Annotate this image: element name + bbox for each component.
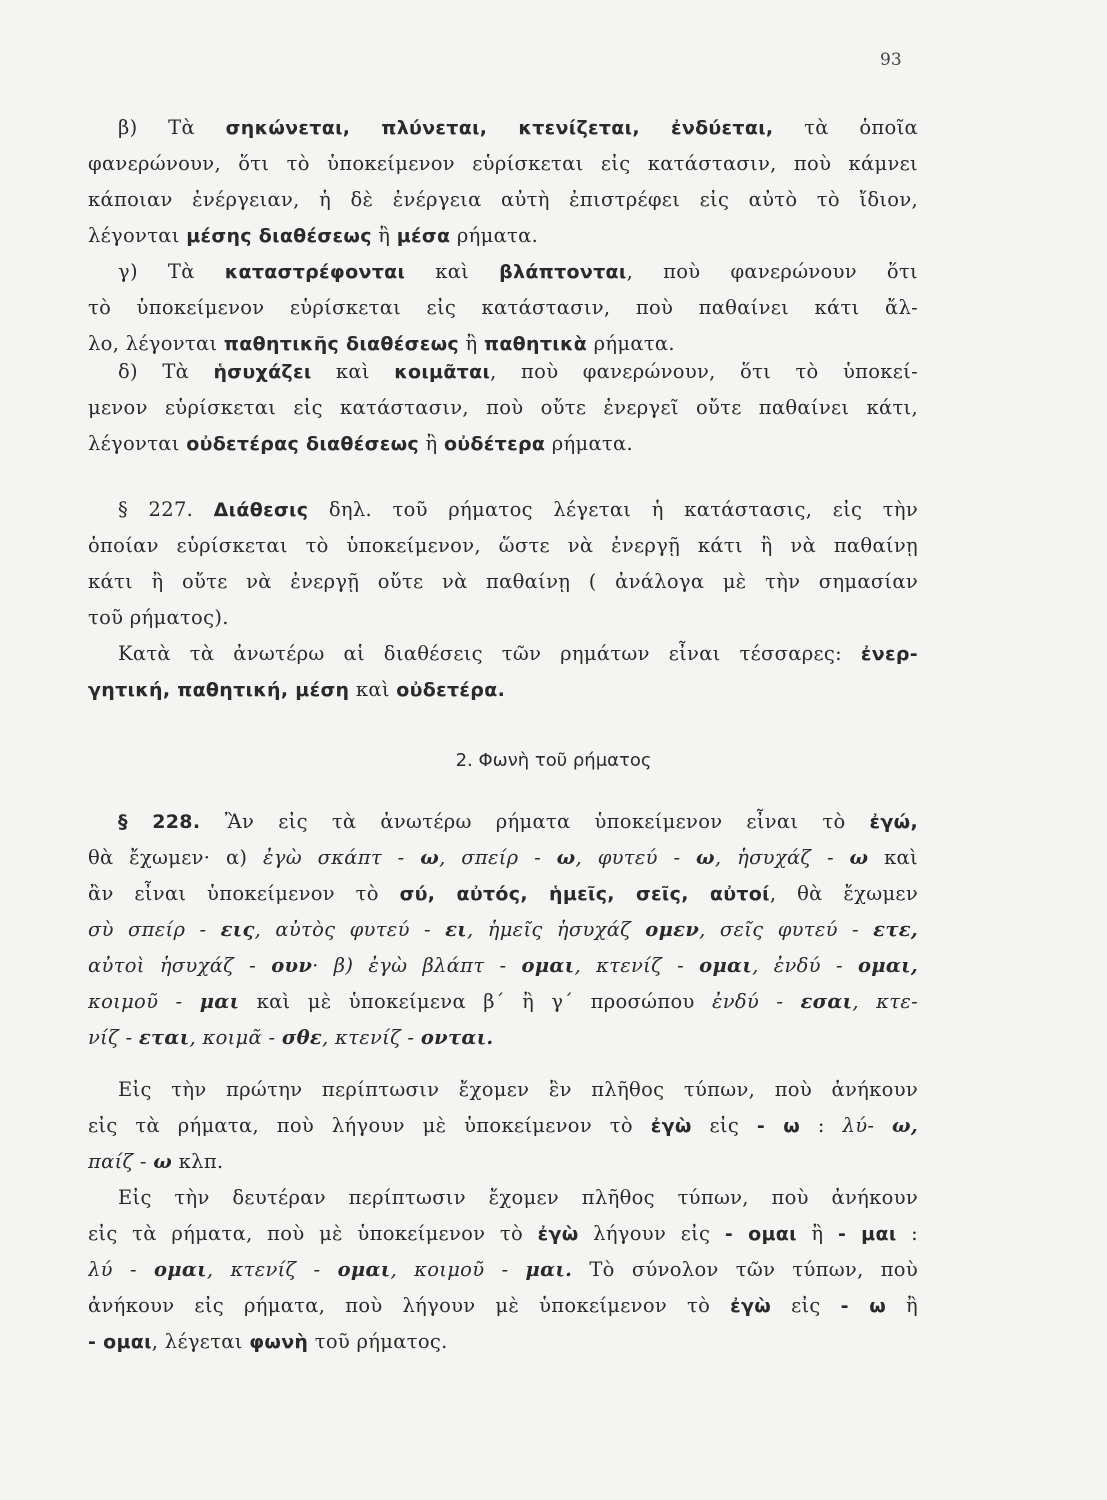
- text-line: θὰ ἔχωμεν· α) ἐγὼ σκάπτ - ω, σπείρ - ω, φυτεύ - ω, ἡσυχάζ - ω καὶ: [88, 846, 918, 869]
- text-line: σὺ σπείρ - εις, αὐτὸς φυτεύ - ει, ἡμεῖς ἡσυχάζ ομεν, σεῖς φυτεύ - ετε,: [88, 918, 918, 941]
- text-line: εἰς τὰ ρήματα, ποὺ λήγουν μὲ ὑποκείμενον τὸ ἐγὼ εἰς - ω : λύ- ω,: [88, 1114, 918, 1137]
- section-227: [88, 492, 918, 708]
- paragraph-gamma: [88, 254, 918, 362]
- text-line: β) Τὰ σηκώνεται, πλύνεται, κτενίζεται, ἐνδύεται, τὰ ὁποῖα: [118, 116, 918, 139]
- text-line: Κατὰ τὰ ἀνωτέρω αἱ διαθέσεις τῶν ρημάτων εἶναι τέσσαρες: ἐνερ-: [118, 642, 918, 665]
- text-line: Εἰς τὴν δευτέραν περίπτωσιν ἔχομεν πλῆθος τύπων, ποὺ ἀνήκουν: [118, 1186, 918, 1209]
- text-line: εἰς τὰ ρήματα, ποὺ μὲ ὑποκείμενον τὸ ἐγὼ λήγουν εἰς - ομαι ἢ - μαι :: [88, 1222, 918, 1245]
- page-number: 93: [880, 50, 902, 70]
- text-line: δ) Τὰ ἡσυχάζει καὶ κοιμᾶται, ποὺ φανερώνουν, ὅτι τὸ ὑποκεί-: [118, 360, 918, 383]
- text-line: κάτι ἢ οὔτε νὰ ἐνεργῇ οὔτε νὰ παθαίνῃ ( ἀνάλογα μὲ τὴν σημασίαν: [88, 570, 918, 593]
- text-line: ἀνήκουν εἰς ρήματα, ποὺ λήγουν μὲ ὑποκείμενον τὸ ἐγὼ εἰς - ω ἢ: [88, 1294, 918, 1317]
- text-line: κάποιαν ἐνέργειαν, ἡ δὲ ἐνέργεια αὐτὴ ἐπιστρέφει εἰς αὐτὸ τὸ ἴδιον,: [88, 188, 918, 211]
- text-line: γ) Τὰ καταστρέφονται καὶ βλάπτονται, ποὺ φανερώνουν ὅτι: [118, 260, 918, 283]
- text-line: φανερώνουν, ὅτι τὸ ὑποκείμενον εὑρίσκεται εἰς κατάστασιν, ποὺ κάμνει: [88, 152, 918, 175]
- paragraph-first-case: [88, 1072, 918, 1180]
- text-line: λύ - ομαι, κτενίζ - ομαι, κοιμοῦ - μαι. Τὸ σύνολον τῶν τύπων, ποὺ: [88, 1258, 918, 1281]
- text-line: - ομαι, λέγεται φωνὴ τοῦ ρήματος.: [88, 1330, 448, 1353]
- text-line: λέγονται οὐδετέρας διαθέσεως ἢ οὐδέτερα ρήματα.: [88, 432, 633, 455]
- text-line: λέγονται μέσης διαθέσεως ἢ μέσα ρήματα.: [88, 224, 539, 247]
- text-line: τοῦ ρήματος).: [88, 606, 229, 629]
- text-line: αὐτοὶ ἡσυχάζ - ουν· β) ἐγὼ βλάπτ - ομαι, κτενίζ - ομαι, ἐνδύ - ομαι,: [88, 954, 918, 977]
- text-line: ὁποίαν εὑρίσκεται τὸ ὑποκείμενον, ὥστε νὰ ἐνεργῇ κάτι ἢ νὰ παθαίνῃ: [88, 534, 918, 557]
- section-228: [88, 804, 918, 1056]
- text-line: Εἰς τὴν πρώτην περίπτωσιν ἔχομεν ἓν πλῆθος τύπων, ποὺ ἀνήκουν: [118, 1078, 918, 1101]
- text-line: τὸ ὑποκείμενον εὑρίσκεται εἰς κατάστασιν, ποὺ παθαίνει κάτι ἄλ-: [88, 296, 918, 319]
- text-line: λο, λέγονται παθητικῆς διαθέσεως ἢ παθητικὰ ρήματα.: [88, 332, 675, 355]
- text-line: γητική, παθητική, μέση καὶ οὐδετέρα.: [88, 678, 506, 701]
- paragraph-beta: [88, 110, 918, 254]
- section-heading: 2. Φωνὴ τοῦ ρήματος: [455, 750, 652, 771]
- paragraph-second-case: [88, 1180, 918, 1360]
- paragraph-delta: [88, 354, 918, 462]
- text-line: παίζ - ω κλπ.: [88, 1150, 224, 1173]
- text-line: § 227. Διάθεσις δηλ. τοῦ ρήματος λέγεται ἡ κατάστασις, εἰς τὴν: [118, 498, 918, 521]
- text-line: ἂν εἶναι ὑποκείμενον τὸ σύ, αὐτός, ἡμεῖς, σεῖς, αὐτοί, θὰ ἔχωμεν: [88, 882, 918, 905]
- text-line: § 228. Ἂν εἰς τὰ ἀνωτέρω ρήματα ὑποκείμενον εἶναι τὸ ἐγώ,: [118, 810, 918, 833]
- text-line: μενον εὑρίσκεται εἰς κατάστασιν, ποὺ οὔτε ἐνεργεῖ οὔτε παθαίνει κάτι,: [88, 396, 918, 419]
- text-line: νίζ - εται, κοιμᾶ - σθε, κτενίζ - ονται.: [88, 1026, 494, 1049]
- text-line: κοιμοῦ - μαι καὶ μὲ ὑποκείμενα β΄ ἢ γ΄ προσώπου ἐνδύ - εσαι, κτε-: [88, 990, 918, 1013]
